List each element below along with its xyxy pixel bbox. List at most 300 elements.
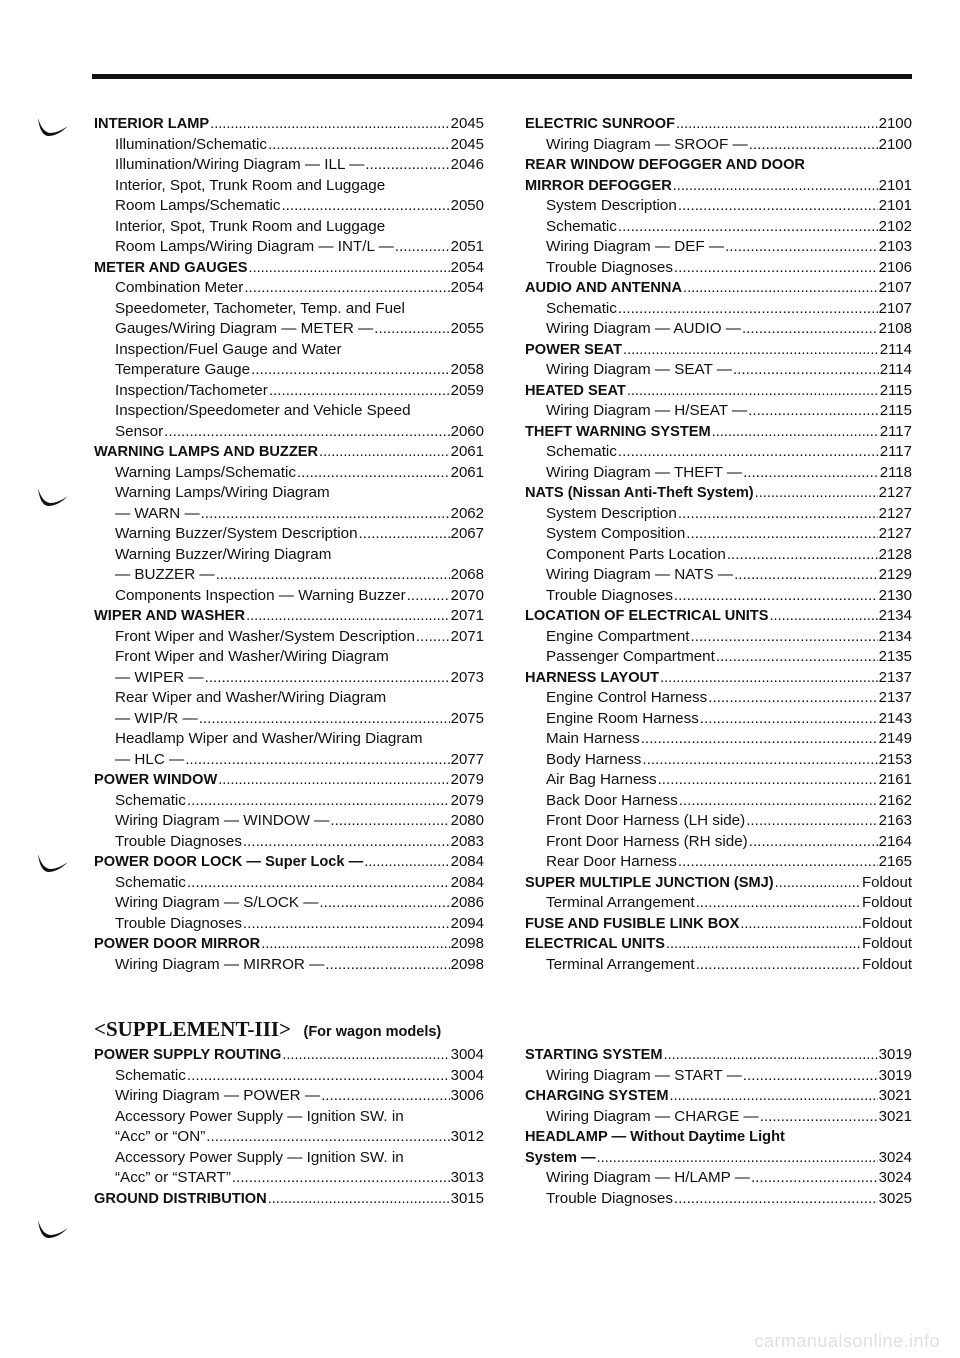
- toc-entry-page: 2084: [450, 853, 484, 870]
- toc-entry-page: 2117: [879, 422, 912, 440]
- dot-leader: [755, 483, 878, 504]
- toc-entry-title: Wiring Diagram — S/LOCK —: [115, 894, 319, 911]
- toc-entry-page: 3024: [878, 1148, 912, 1166]
- toc-entry: [525, 237, 912, 258]
- toc-entry: [525, 545, 912, 566]
- toc-entry-title: Accessory Power Supply — Ignition SW. in: [115, 1148, 404, 1166]
- toc-entry-title: LOCATION OF ELECTRICAL UNITS: [525, 608, 769, 624]
- dot-leader: [261, 934, 449, 955]
- toc-entry: [525, 258, 912, 279]
- toc-entry-page: 2135: [878, 648, 912, 665]
- toc-entry-title: Wiring Diagram — H/SEAT —: [546, 402, 748, 419]
- toc-entry-page: 2054: [450, 279, 484, 296]
- toc-entry: [94, 114, 484, 135]
- toc-entry-page: 3025: [878, 1189, 912, 1207]
- toc-entry-page: 2068: [450, 566, 484, 583]
- toc-entry-page: 2084: [450, 873, 484, 891]
- toc-entry: [525, 1045, 912, 1066]
- dot-leader: [268, 135, 450, 156]
- toc-entry-page: 2137: [878, 689, 912, 706]
- dot-leader: [674, 258, 878, 279]
- toc-entry-title: “Acc” or “START”: [115, 1169, 231, 1186]
- toc-entry: [94, 729, 484, 750]
- toc-entry-page: 2107: [878, 299, 912, 317]
- dot-leader: [416, 627, 450, 648]
- toc-entry-page: 3021: [878, 1087, 912, 1104]
- toc-entry-title: Wiring Diagram — CHARGE —: [546, 1107, 759, 1125]
- toc-entry-title: NATS (Nissan Anti-Theft System): [525, 485, 754, 501]
- toc-entry-title: Schematic: [546, 443, 617, 460]
- dot-leader: [734, 565, 878, 586]
- toc-entry-page: 2165: [878, 853, 912, 870]
- toc-entry: [94, 955, 484, 976]
- toc-entry-page: 2106: [878, 258, 912, 276]
- dot-leader: [395, 237, 450, 258]
- toc-entry-title: HEATED SEAT: [525, 382, 626, 399]
- dot-leader: [670, 1086, 878, 1107]
- toc-entry-title: STARTING SYSTEM: [525, 1047, 663, 1063]
- toc-entry-title: Engine Room Harness: [546, 709, 699, 727]
- toc-entry: [525, 319, 912, 340]
- toc-entry: [525, 1127, 912, 1148]
- toc-entry-title: — HLC —: [115, 750, 185, 768]
- toc-entry-title: Wiring Diagram — H/LAMP —: [546, 1169, 750, 1186]
- toc-entry-title: Wiring Diagram — NATS —: [546, 566, 734, 583]
- dot-leader: [775, 873, 861, 894]
- toc-entry: [94, 893, 484, 914]
- dot-leader: [696, 955, 861, 976]
- toc-entry: [525, 565, 912, 586]
- toc-entry-title: System Composition: [546, 525, 686, 542]
- toc-entry: [525, 873, 912, 894]
- top-rule: [92, 74, 912, 79]
- dot-leader: [673, 176, 878, 197]
- toc-entry: [94, 217, 484, 238]
- toc-entry-title: Temperature Gauge: [115, 361, 251, 378]
- toc-entry: [525, 135, 912, 156]
- toc-entry-title: Passenger Compartment: [546, 648, 715, 665]
- dot-leader: [359, 524, 450, 545]
- toc-entry: [525, 401, 912, 422]
- toc-entry: [94, 258, 484, 279]
- dot-leader: [365, 155, 449, 176]
- toc-entry-page: 2071: [450, 607, 484, 624]
- toc-entry-page: 2071: [450, 627, 484, 645]
- toc-entry-title: Warning Lamps/Schematic: [115, 463, 296, 481]
- dot-leader: [374, 319, 449, 340]
- toc-entry-title: FUSE AND FUSIBLE LINK BOX: [525, 915, 740, 932]
- dot-leader: [746, 811, 877, 832]
- toc-entry-title: Gauges/Wiring Diagram — METER —: [115, 320, 374, 337]
- toc-entry: [94, 1045, 484, 1066]
- toc-entry-page: 2114: [879, 340, 912, 358]
- toc-entry-page: 2098: [450, 955, 484, 973]
- toc-entry: [94, 791, 484, 812]
- toc-entry-page: 2162: [878, 791, 912, 809]
- toc-entry: [525, 914, 912, 935]
- toc-entry: [525, 1107, 912, 1128]
- dot-leader: [716, 647, 878, 668]
- dot-leader: [281, 196, 449, 217]
- toc-entry: [94, 319, 484, 340]
- dot-leader: [676, 114, 878, 135]
- toc-entry-page: 2134: [878, 607, 912, 624]
- toc-entry-title: Schematic: [546, 299, 617, 317]
- toc-entry-page: 2115: [879, 402, 912, 419]
- dot-leader: [678, 504, 878, 525]
- toc-entry-page: 2137: [878, 668, 912, 686]
- dot-leader: [660, 668, 878, 689]
- toc-entry: [525, 811, 912, 832]
- toc-entry-page: 2062: [450, 504, 484, 522]
- dot-leader: [743, 1066, 878, 1087]
- toc-entry-title: POWER DOOR MIRROR: [94, 936, 261, 952]
- toc-entry-title: Wiring Diagram — MIRROR —: [115, 955, 325, 973]
- toc-entry-title: CHARGING SYSTEM: [525, 1088, 669, 1104]
- toc-entry-page: 2050: [450, 197, 484, 214]
- toc-entry-page: 3015: [450, 1189, 484, 1207]
- toc-entry: [94, 627, 484, 648]
- toc-entry-title: Illumination/Schematic: [115, 135, 267, 153]
- dot-leader: [164, 422, 450, 443]
- toc-entry-title: Wiring Diagram — WINDOW —: [115, 812, 330, 829]
- toc-entry-title: — BUZZER —: [115, 566, 215, 583]
- dot-leader: [627, 381, 879, 402]
- toc-entry-page: 2118: [879, 463, 912, 481]
- toc-entry-title: Inspection/Fuel Gauge and Water: [115, 340, 342, 358]
- margin-check-icon: [36, 116, 70, 138]
- toc-entry: [525, 422, 912, 443]
- toc-entry-page: 2079: [450, 771, 484, 788]
- toc-entry-title: Wiring Diagram — AUDIO —: [546, 320, 741, 337]
- toc-entry: [94, 1086, 484, 1107]
- dot-leader: [187, 1066, 450, 1087]
- toc-entry: [94, 852, 484, 873]
- toc-entry-title: POWER SUPPLY ROUTING: [94, 1047, 282, 1063]
- toc-entry: [525, 770, 912, 791]
- toc-entry-title: Interior, Spot, Trunk Room and Luggage: [115, 217, 386, 235]
- toc-entry: [525, 729, 912, 750]
- dot-leader: [700, 709, 878, 730]
- toc-entry-title: Body Harness: [546, 750, 642, 768]
- toc-entry: [94, 565, 484, 586]
- toc-entry-page: 2075: [450, 709, 484, 727]
- toc-entry-page: 2073: [450, 668, 484, 686]
- toc-entry-title: Illumination/Wiring Diagram — ILL —: [115, 156, 365, 173]
- toc-entry-title: WIPER AND WASHER: [94, 608, 246, 624]
- toc-entry-page: 2098: [450, 935, 484, 952]
- toc-entry: [94, 914, 484, 935]
- supplement-left-column: [94, 1045, 484, 1209]
- dot-leader: [187, 873, 450, 894]
- dot-leader: [674, 586, 878, 607]
- toc-entry-page: 2161: [878, 771, 912, 788]
- dot-leader: [407, 586, 450, 607]
- toc-entry-title: Wiring Diagram — SEAT —: [546, 361, 732, 378]
- toc-entry-title: Trouble Diagnoses: [115, 914, 242, 932]
- toc-entry-page: 2060: [450, 422, 484, 440]
- toc-entry: [525, 852, 912, 873]
- toc-entry-page: 2077: [450, 750, 484, 768]
- supplement-note: (For wagon models): [303, 1024, 442, 1040]
- dot-leader: [623, 340, 879, 361]
- dot-leader: [210, 114, 449, 135]
- toc-entry: [525, 1086, 912, 1107]
- toc-entry-title: INTERIOR LAMP: [94, 116, 210, 132]
- toc-entry: [94, 647, 484, 668]
- toc-entry: [525, 688, 912, 709]
- toc-entry: [525, 647, 912, 668]
- toc-entry: [94, 299, 484, 320]
- toc-entry-page: 2163: [878, 812, 912, 829]
- toc-entry: [94, 483, 484, 504]
- toc-entry-page: Foldout: [861, 873, 912, 891]
- toc-entry-page: 3013: [450, 1169, 484, 1186]
- toc-entry: [94, 1127, 484, 1148]
- toc-entry: [94, 176, 484, 197]
- toc-entry: [525, 442, 912, 463]
- dot-leader: [751, 1168, 878, 1189]
- dot-leader: [319, 893, 449, 914]
- margin-check-icon: [36, 486, 70, 508]
- dot-leader: [770, 606, 878, 627]
- dot-leader: [664, 1045, 878, 1066]
- dot-leader: [641, 729, 878, 750]
- toc-entry-page: 2134: [878, 627, 912, 645]
- dot-leader: [683, 278, 878, 299]
- toc-entry: [94, 1189, 484, 1210]
- toc-entry-page: Foldout: [861, 894, 912, 911]
- toc-entry: [525, 750, 912, 771]
- dot-leader: [618, 299, 878, 320]
- toc-entry-title: Front Wiper and Washer/System Description: [115, 627, 415, 645]
- toc-entry: [94, 155, 484, 176]
- toc-entry: [525, 1148, 912, 1169]
- toc-entry-page: 2115: [879, 381, 912, 399]
- toc-entry-page: 2117: [879, 443, 912, 460]
- toc-entry-title: “Acc” or “ON”: [115, 1128, 206, 1145]
- toc-entry: [525, 196, 912, 217]
- dot-leader: [678, 852, 878, 873]
- toc-entry-title: Trouble Diagnoses: [115, 832, 242, 850]
- toc-entry: [525, 360, 912, 381]
- toc-entry-title: ELECTRICAL UNITS: [525, 936, 665, 952]
- toc-entry: [94, 934, 484, 955]
- dot-leader: [686, 524, 877, 545]
- toc-entry-title: Inspection/Tachometer: [115, 381, 268, 399]
- dot-leader: [205, 668, 450, 689]
- toc-entry-title: Main Harness: [546, 730, 640, 747]
- toc-entry-title: Engine Control Harness: [546, 689, 708, 706]
- toc-entry-title: — WIPER —: [115, 668, 204, 686]
- toc-entry-title: Wiring Diagram — START —: [546, 1066, 742, 1084]
- toc-entry-title: Back Door Harness: [546, 791, 678, 809]
- toc-entry-title: Room Lamps/Wiring Diagram — INT/L —: [115, 238, 394, 255]
- toc-entry-page: Foldout: [861, 914, 912, 932]
- dot-leader: [733, 360, 879, 381]
- toc-entry: [94, 504, 484, 525]
- dot-leader: [187, 791, 450, 812]
- toc-entry-page: 2143: [878, 709, 912, 727]
- toc-entry-page: 2127: [878, 525, 912, 542]
- toc-entry: [525, 524, 912, 545]
- toc-entry: [525, 299, 912, 320]
- toc-entry-page: 2086: [450, 894, 484, 911]
- toc-entry: [94, 873, 484, 894]
- toc-entry-title: Front Door Harness (LH side): [546, 812, 746, 829]
- toc-entry: [525, 1189, 912, 1210]
- toc-entry-title: Trouble Diagnoses: [546, 258, 673, 276]
- toc-entry-title: Wiring Diagram — POWER —: [115, 1087, 321, 1104]
- toc-entry: [525, 668, 912, 689]
- margin-check-icon: [36, 1218, 70, 1240]
- margin-check-icon: [36, 852, 70, 874]
- dot-leader: [725, 237, 878, 258]
- toc-entry-title: Terminal Arrangement: [546, 955, 695, 973]
- toc-entry-title: Interior, Spot, Trunk Room and Luggage: [115, 176, 386, 194]
- toc-entry-title: REAR WINDOW DEFOGGER AND DOOR: [525, 157, 805, 173]
- toc-entry-page: 2127: [878, 484, 912, 501]
- toc-entry: [525, 955, 912, 976]
- toc-entry: [94, 524, 484, 545]
- toc-entry-title: HEADLAMP — Without Daytime Light: [525, 1129, 785, 1145]
- toc-entry-page: 2045: [450, 135, 484, 153]
- toc-entry-title: POWER WINDOW: [94, 772, 218, 788]
- dot-leader: [712, 422, 879, 443]
- toc-entry-title: System Description: [546, 504, 677, 522]
- toc-entry-title: WARNING LAMPS AND BUZZER: [94, 444, 319, 460]
- toc-right-column: [525, 114, 912, 975]
- toc-entry-page: Foldout: [861, 955, 912, 973]
- toc-entry: [94, 1107, 484, 1128]
- toc-entry-page: 2114: [879, 361, 912, 378]
- dot-leader: [232, 1168, 450, 1189]
- toc-entry: [525, 1066, 912, 1087]
- toc-entry: [525, 709, 912, 730]
- toc-entry: [525, 606, 912, 627]
- dot-leader: [674, 1189, 878, 1210]
- dot-leader: [748, 401, 879, 422]
- toc-entry-page: 2079: [450, 791, 484, 809]
- dot-leader: [740, 914, 861, 935]
- toc-entry-page: 2045: [450, 115, 484, 132]
- toc-entry: [525, 893, 912, 914]
- toc-entry-page: 2058: [450, 361, 484, 378]
- toc-entry-page: 2051: [450, 238, 484, 255]
- toc-entry: [525, 176, 912, 197]
- dot-leader: [679, 791, 878, 812]
- toc-entry: [525, 586, 912, 607]
- toc-entry-title: Front Wiper and Washer/Wiring Diagram: [115, 648, 389, 665]
- toc-entry-page: 3004: [450, 1066, 484, 1084]
- toc-entry: [94, 1168, 484, 1189]
- toc-entry: [94, 401, 484, 422]
- dot-leader: [269, 381, 450, 402]
- dot-leader: [696, 893, 861, 914]
- toc-entry: [525, 1168, 912, 1189]
- toc-entry-page: 2107: [878, 279, 912, 296]
- dot-leader: [199, 709, 450, 730]
- toc-entry: [94, 442, 484, 463]
- dot-leader: [251, 360, 450, 381]
- dot-leader: [760, 1107, 878, 1128]
- dot-leader: [185, 750, 449, 771]
- toc-entry-title: POWER DOOR LOCK — Super Lock —: [94, 854, 364, 870]
- toc-entry: [94, 668, 484, 689]
- toc-entry-title: Air Bag Harness: [546, 771, 657, 788]
- toc-entry-title: Wiring Diagram — THEFT —: [546, 463, 743, 481]
- toc-entry-page: 2129: [878, 566, 912, 583]
- toc-entry-page: 2153: [878, 750, 912, 768]
- dot-leader: [330, 811, 449, 832]
- toc-entry: [94, 1066, 484, 1087]
- toc-entry: [525, 114, 912, 135]
- toc-entry-title: Trouble Diagnoses: [546, 586, 673, 604]
- toc-entry-title: Trouble Diagnoses: [546, 1189, 673, 1207]
- toc-entry-page: 3006: [450, 1087, 484, 1104]
- toc-entry-page: 2149: [878, 730, 912, 747]
- toc-entry-title: Wiring Diagram — SROOF —: [546, 135, 748, 153]
- toc-entry: [94, 135, 484, 156]
- toc-entry-title: Rear Wiper and Washer/Wiring Diagram: [115, 689, 387, 706]
- toc-entry-title: POWER SEAT: [525, 341, 623, 358]
- toc-entry-title: SUPER MULTIPLE JUNCTION (SMJ): [525, 874, 774, 891]
- dot-leader: [666, 934, 861, 955]
- toc-entry: [94, 750, 484, 771]
- dot-leader: [364, 852, 449, 873]
- toc-entry-title: MIRROR DEFOGGER: [525, 177, 672, 194]
- dot-leader: [597, 1148, 878, 1169]
- dot-leader: [282, 1045, 449, 1066]
- toc-entry-page: 2164: [878, 832, 912, 850]
- toc-entry-page: 2080: [450, 812, 484, 829]
- footer-watermark: carmanualsonline.info: [754, 1331, 940, 1351]
- supplement-heading: [94, 1017, 441, 1042]
- toc-entry: [94, 586, 484, 607]
- toc-entry-page: 2094: [450, 914, 484, 932]
- toc-entry-title: Wiring Diagram — DEF —: [546, 238, 725, 255]
- toc-entry-title: Sensor: [115, 422, 164, 440]
- toc-entry: [94, 196, 484, 217]
- toc-entry-title: ELECTRIC SUNROOF: [525, 116, 675, 132]
- toc-entry-title: Warning Lamps/Wiring Diagram: [115, 484, 330, 501]
- dot-leader: [216, 565, 450, 586]
- toc-entry-page: 3021: [878, 1107, 912, 1125]
- dot-leader: [708, 688, 877, 709]
- dot-leader: [691, 627, 878, 648]
- toc-entry-title: Speedometer, Tachometer, Temp. and Fuel: [115, 299, 405, 317]
- toc-entry: [94, 237, 484, 258]
- dot-leader: [268, 1189, 450, 1210]
- toc-entry-page: 2067: [450, 525, 484, 542]
- dot-leader: [244, 278, 449, 299]
- dot-leader: [201, 504, 450, 525]
- toc-entry-page: 3024: [878, 1169, 912, 1186]
- toc-entry: [94, 688, 484, 709]
- dot-leader: [243, 914, 450, 935]
- toc-left-column: [94, 114, 484, 975]
- toc-entry: [94, 709, 484, 730]
- toc-entry-title: THEFT WARNING SYSTEM: [525, 423, 711, 440]
- toc-entry-title: HARNESS LAYOUT: [525, 669, 660, 686]
- toc-entry-title: Inspection/Speedometer and Vehicle Speed: [115, 402, 411, 419]
- toc-entry-title: Room Lamps/Schematic: [115, 197, 281, 214]
- toc-entry: [525, 340, 912, 361]
- toc-entry-page: 3019: [878, 1046, 912, 1063]
- toc-entry: [94, 463, 484, 484]
- toc-entry: [525, 463, 912, 484]
- dot-leader: [727, 545, 878, 566]
